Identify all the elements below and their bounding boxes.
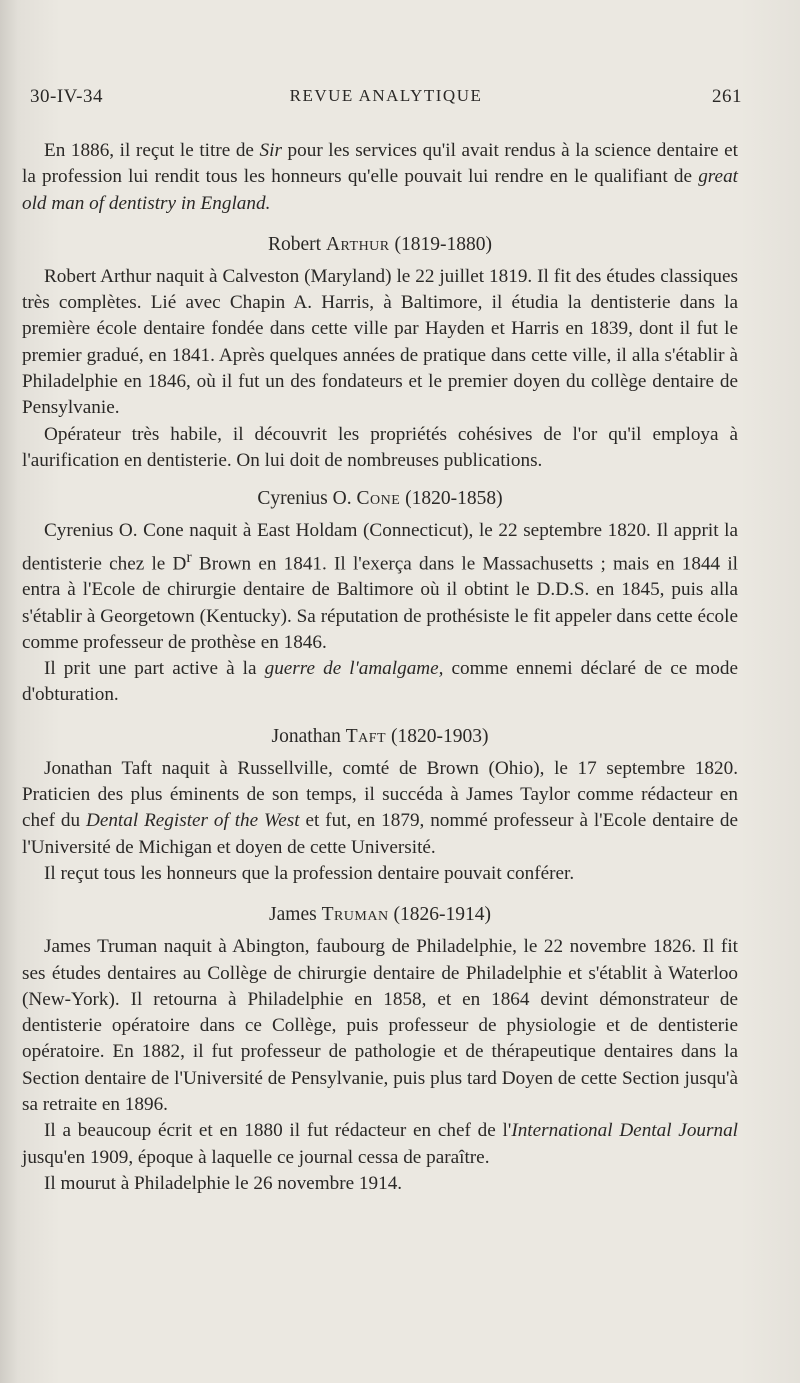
page-number: 261: [712, 86, 742, 107]
section-heading-taft: Jonathan Taft (1820-1903): [271, 725, 489, 747]
truman-paragraph-1: James Truman naquit à Abington, faubourg de Philadelphie, le 22 novembre 1826. Il fit ses études dentaires au Collège de chirurgie dentaire de Philadelphie et s'établit à Waterloo (New-York). Il retourna à Philadelphie en 1858, et en 1864 devint démonstrateur de dentisterie opératoire dans ce Collège, puis professeur de physiologie et de dentisterie opératoire. En 1882, il fut professeur de pathologie et de thérapeutique dentaires dans la Section dentaire de l'Université de Pensylvanie, puis plus tard Doyen de cette Section jusqu'à sa retraite en 1896.: [22, 936, 738, 1115]
intro-paragraph: En 1886, il reçut le titre de Sir pour les services qu'il avait rendus à la science dentaire et la profession lui rendit tous les honneurs qu'elle pouvait lui rendre en le qualifiant de great old man of dentistry in England.: [22, 140, 738, 214]
section-heading-cone: Cyrenius O. Cone (1820-1858): [257, 488, 503, 510]
section-heading-arthur: Robert Arthur (1819-1880): [267, 233, 492, 255]
cone-paragraph-2: Il prit une part active à la guerre de l'amalgame, comme ennemi déclaré de ce mode d'obturation.: [22, 658, 739, 706]
taft-paragraph-1: Jonathan Taft naquit à Russellville, comté de Brown (Ohio), le 17 septembre 1820. Praticien des plus éminents de son temps, il succéda à James Taylor comme rédacteur en chef du Dental Register of the West et fut, en 1879, nommé professeur à l'Ecole dentaire de l'Université de Michigan et doyen de cette Université.: [22, 757, 738, 858]
header-title: REVUE ANALYTIQUE: [289, 86, 483, 105]
arthur-paragraph-1: Robert Arthur naquit à Calveston (Maryland) le 22 juillet 1819. Il fit des études classiques très complètes. Lié avec Chapin A. Harris, à Baltimore, il étudia la dentisterie dans la première école dentaire fondée dans cette ville par Hayden et Harris en 1839, dont il fut le premier gradué, en 1841. Après quelques années de pratique dans cette ville, il alla s'établir à Philadelphie en 1846, où il fut un des fondateurs et le premier doyen du collège dentaire de Pensylvanie.: [22, 265, 738, 419]
section-heading-truman: James Truman (1826-1914): [269, 904, 491, 926]
truman-paragraph-2: Il a beaucoup écrit et en 1880 il fut rédacteur en chef de l'International Dental Journal jusqu'en 1909, époque à laquelle ce journal cessa de paraître.: [22, 1120, 738, 1168]
running-header: [30, 86, 742, 116]
truman-paragraph-3: Il mourut à Philadelphie le 26 novembre 1914.: [44, 1172, 403, 1194]
cone-paragraph-1: Cyrenius O. Cone naquit à East Holdam (Connecticut), le 22 septembre 1820. Il apprit la dentisterie chez le $D^r$ Brown en 1841. Il l'exerça dans le Massachusetts ; mais en 1844 il entra à l'Ecole de chirurgie dentaire de Baltimore où il obtint le D.D.S. en 1845, puis alla s'établir à Georgetown (Kentucky). Sa réputation de prothésiste le fit appeler dans cette école comme professeur de prothèse en 1846.: [22, 520, 738, 653]
arthur-paragraph-2: Opérateur très habile, il découvrit les propriétés cohésives de l'or qu'il employa à l'aurification en dentisterie. On lui doit de nombreuses publications.: [22, 423, 738, 471]
header-date: 30-IV-34: [30, 86, 103, 107]
taft-paragraph-2: Il reçut tous les honneurs que la profession dentaire pouvait conférer.: [44, 862, 575, 884]
article-body: [22, 138, 738, 1197]
